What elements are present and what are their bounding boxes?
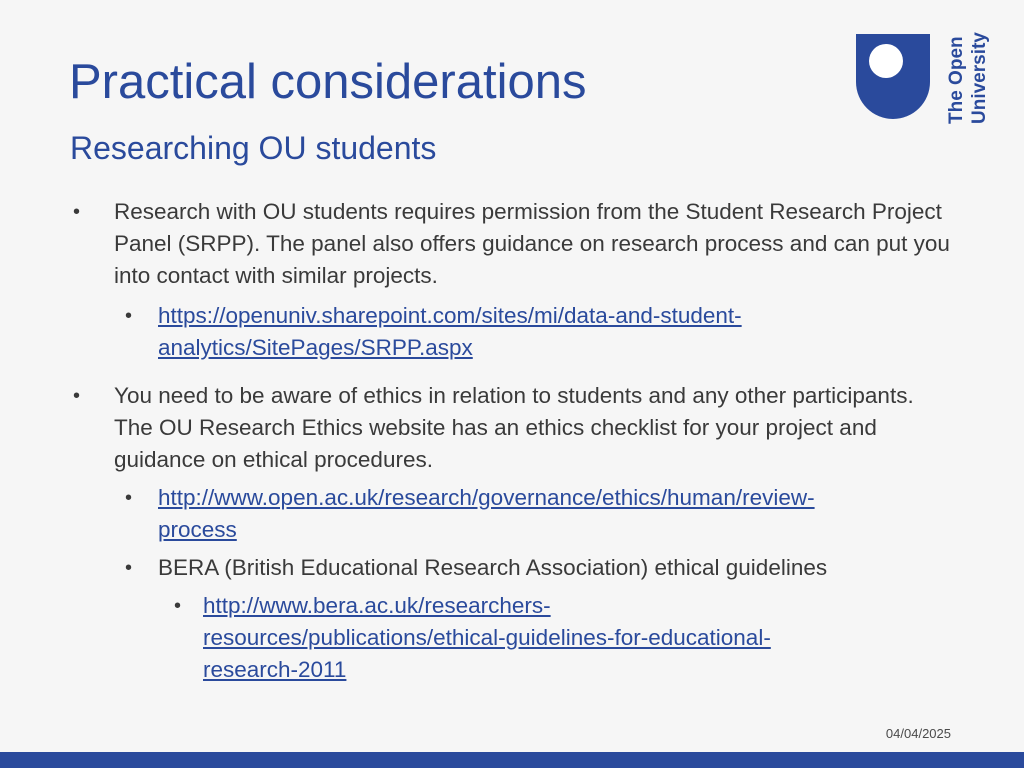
- ethics-link-line1: http://www.open.ac.uk/research/governance/ethics/human/review-: [158, 485, 815, 510]
- bullet-dot-icon: •: [125, 305, 133, 327]
- bullet-dot-icon: •: [125, 557, 133, 579]
- sub-bullet-srpp-link: [73, 300, 953, 364]
- sub-bullet-bera: [73, 552, 953, 584]
- bullet-list: [73, 196, 953, 686]
- bullet-text-ethics: You need to be aware of ethics in relation to students and any other participants. The OU Research Ethics website has an ethics checklist for your project and guidance on ethical procedures.: [114, 383, 914, 472]
- slide-date: 04/04/2025: [885, 726, 951, 741]
- ethics-link-line2: process: [158, 517, 237, 542]
- bullet-dot-icon: •: [125, 487, 133, 509]
- open-university-logo: [854, 30, 994, 126]
- bullet-text-srpp: Research with OU students requires permission from the Student Research Project Panel (SRPP). The panel also offers guidance on research process and can put you into contact with similar projects.: [114, 199, 950, 288]
- logo-circle-icon: [869, 44, 903, 78]
- bera-guidelines-link[interactable]: [203, 593, 771, 682]
- logo-wordmark: [946, 32, 990, 124]
- logo-text-line1: The Open: [946, 36, 967, 124]
- bullet-item-ethics: [73, 380, 953, 476]
- bullet-dot-icon: •: [73, 385, 81, 407]
- bera-link-line2: resources/publications/ethical-guidelines-for-educational-: [203, 625, 771, 650]
- bera-link-line1: http://www.bera.ac.uk/researchers-: [203, 593, 551, 618]
- sub-bullet-ethics-link: [73, 482, 953, 546]
- bullet-dot-icon: •: [73, 201, 81, 223]
- bera-text: BERA (British Educational Research Association) ethical guidelines: [158, 555, 828, 580]
- srpp-link-line2: analytics/SitePages/SRPP.aspx: [158, 335, 473, 360]
- bullet-dot-icon: •: [174, 595, 182, 617]
- footer-bar: [0, 752, 1024, 768]
- sub-sub-bullet-bera-link: [73, 590, 953, 686]
- srpp-link-line1: https://openuniv.sharepoint.com/sites/mi/data-and-student-: [158, 303, 742, 328]
- slide-subtitle: Researching OU students: [70, 130, 437, 166]
- bera-link-line3: research-2011: [203, 657, 347, 682]
- logo-text-line2: University: [969, 32, 990, 124]
- srpp-link[interactable]: [158, 303, 742, 360]
- bullet-item-srpp: [73, 196, 953, 292]
- ethics-review-link[interactable]: [158, 485, 815, 542]
- slide-title: Practical considerations: [69, 55, 587, 109]
